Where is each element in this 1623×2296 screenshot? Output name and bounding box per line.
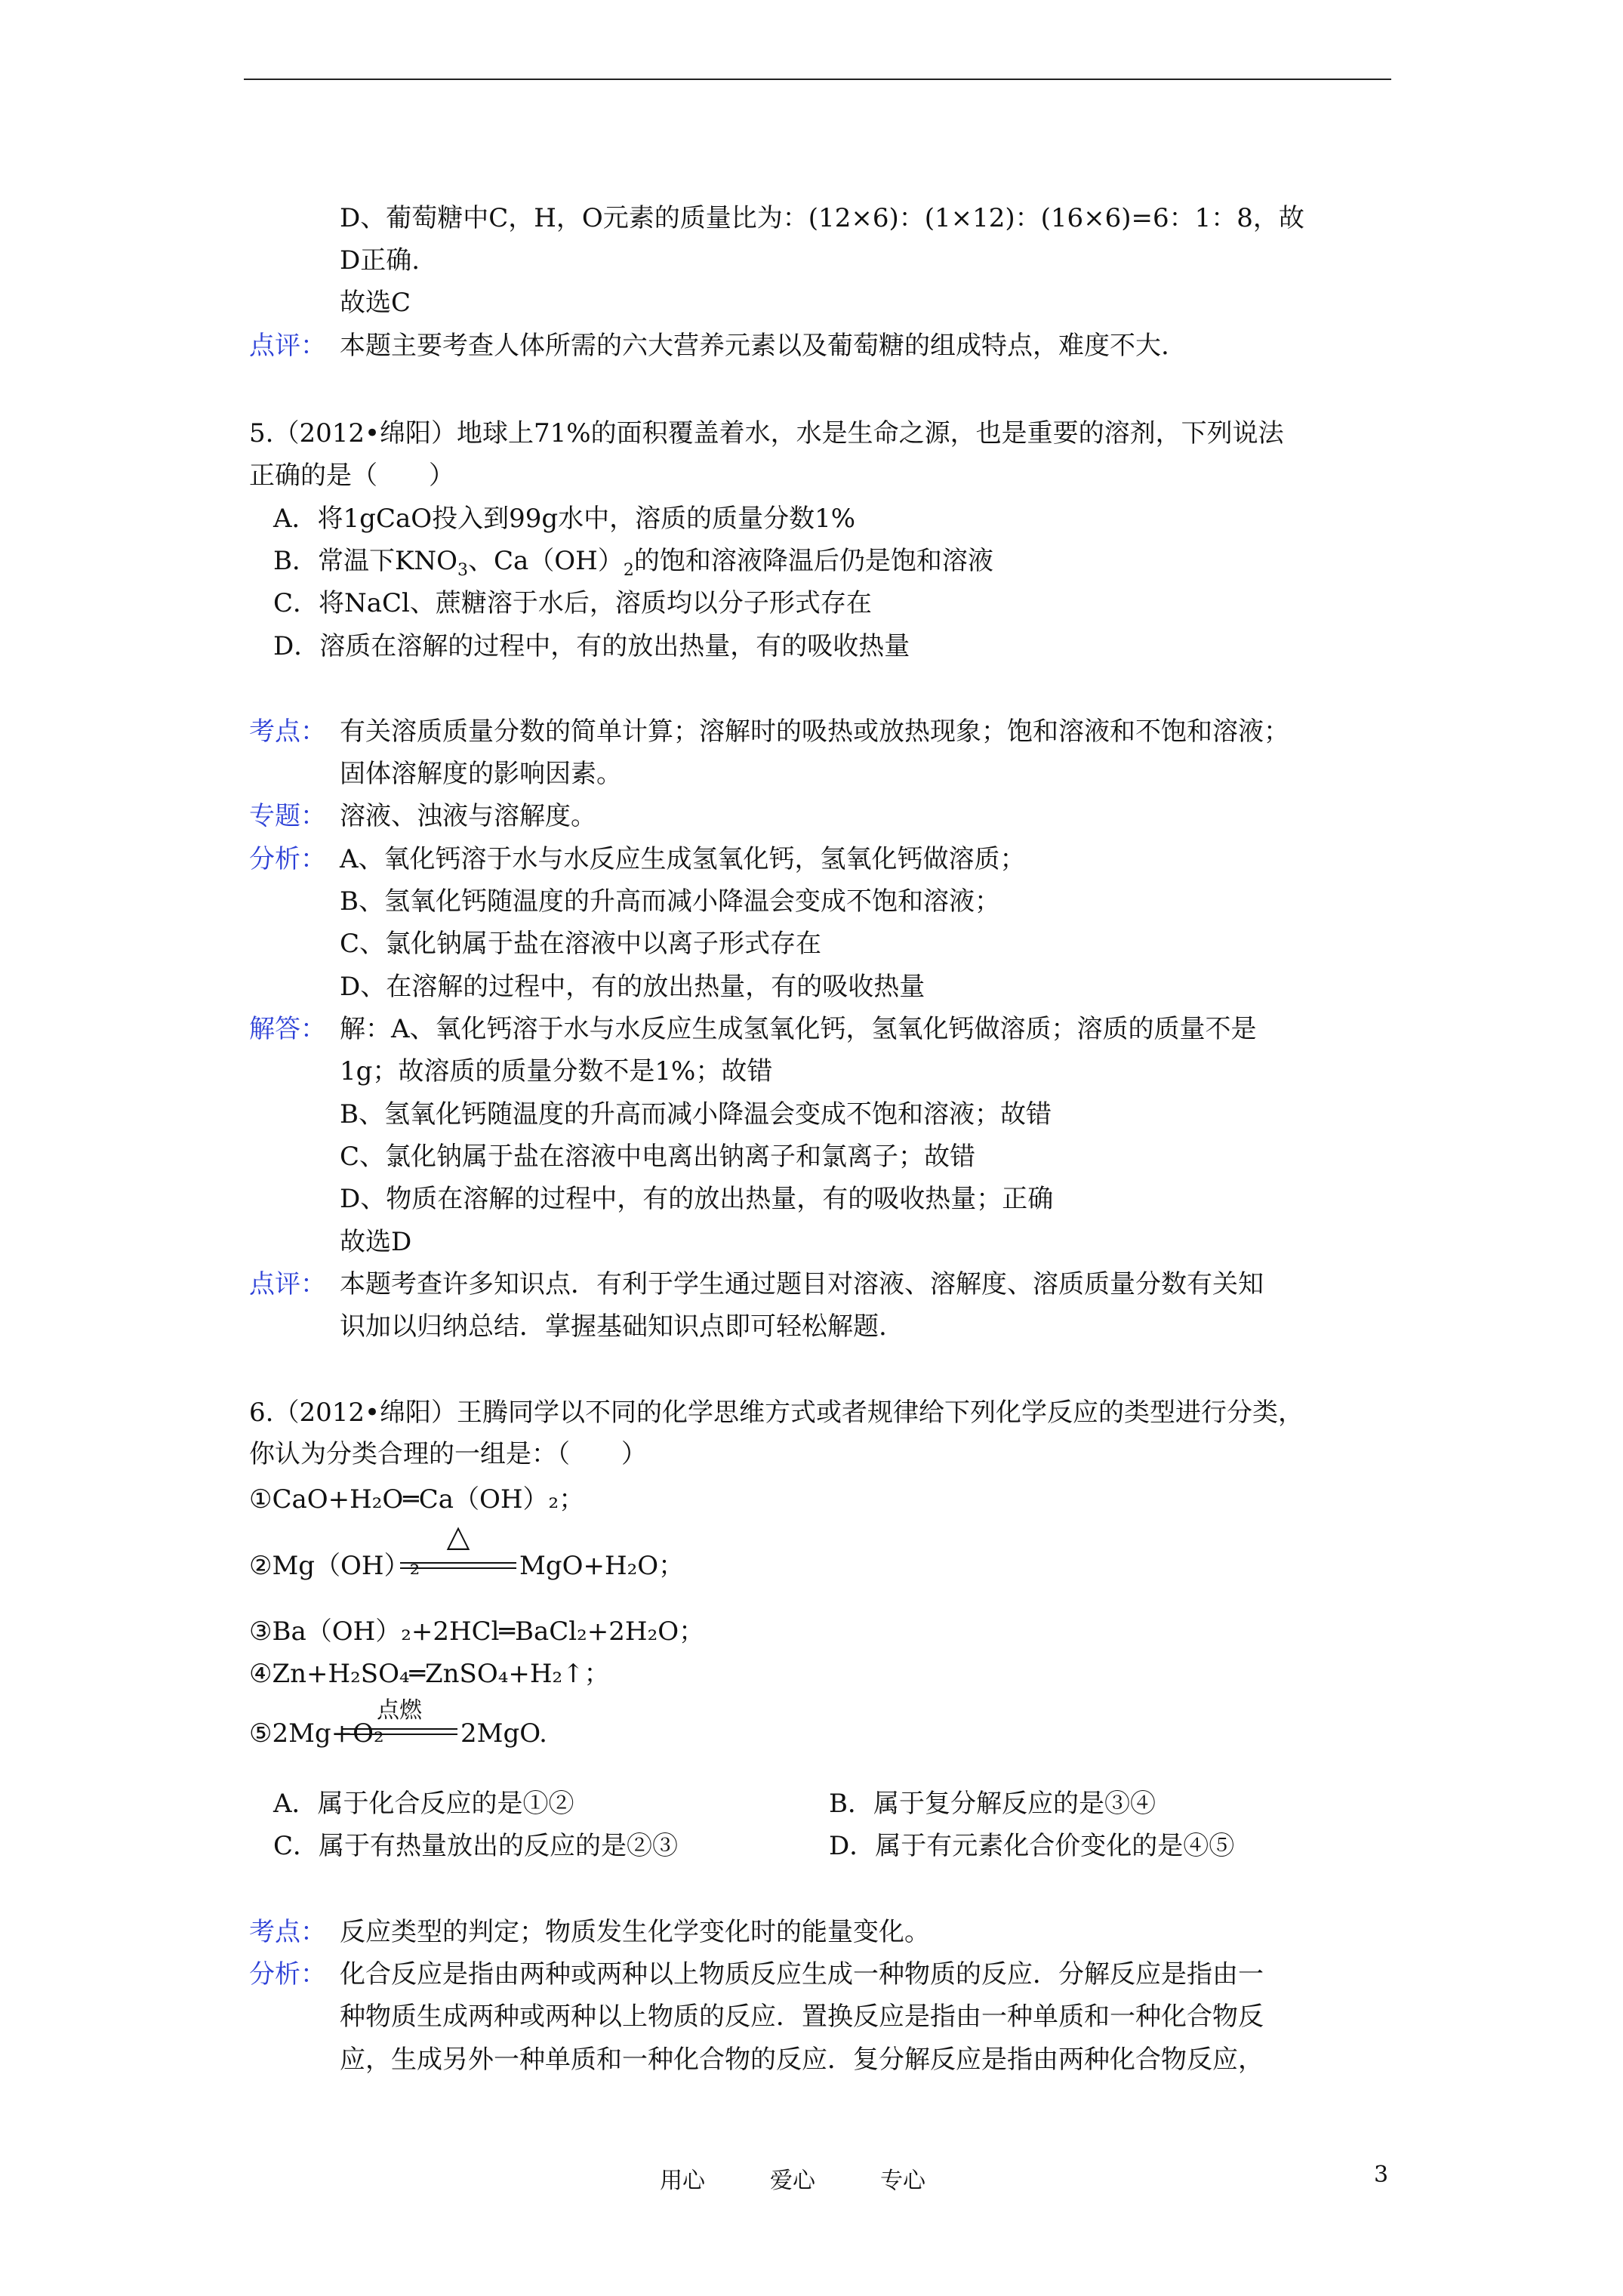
reaction-double-line — [400, 1562, 516, 1569]
q5-fenxi-label: 分析： — [249, 844, 326, 874]
q5-zhuanti-label: 专题： — [249, 801, 326, 831]
q5-fenxi-line: C、氯化钠属于盐在溶液中以离子形式存在 — [340, 929, 822, 959]
q5-option-a: A．将1gCaO投入到99g水中，溶质的质量分数1% — [273, 504, 856, 534]
q6-fenxi-label: 分析： — [249, 1959, 326, 1989]
q6-option-c: C．属于有热量放出的反应的是②③ — [273, 1831, 679, 1861]
q6-equation-5-right: 2MgO. — [460, 1718, 547, 1749]
footer-motto-1: 用心 — [660, 2168, 705, 2194]
q5-jieda-line: 解：A、氧化钙溶于水与水反应生成氢氧化钙，氢氧化钙做溶质；溶质的质量不是 — [340, 1014, 1257, 1044]
q6-equation-2-right: MgO+H₂O； — [519, 1551, 685, 1581]
q5-stem-line1: 5.（2012•绵阳）地球上71%的面积覆盖着水，水是生命之源，也是重要的溶剂，下列说法 — [249, 418, 1284, 448]
q5-dianping-line1: 本题考查许多知识点．有利于学生通过题目对溶液、溶解度、溶质质量分数有关知 — [340, 1269, 1264, 1299]
prev-option-d-line1: D、葡萄糖中C，H，O元素的质量比为：(12×6)：(1×12)：(16×6)=6：1：8，故 — [340, 203, 1304, 233]
q6-equation-5-left: ⑤2Mg+O₂ — [249, 1718, 384, 1749]
q5-fenxi-line: A、氧化钙溶于水与水反应生成氢氧化钙，氢氧化钙做溶质； — [340, 844, 1026, 874]
q5-kaodian-line1: 有关溶质质量分数的简单计算；溶解时的吸热或放热现象；饱和溶液和不饱和溶液； — [340, 717, 1289, 747]
heat-condition-symbol: △ — [446, 1519, 470, 1554]
q5-kaodian-line2: 固体溶解度的影响因素。 — [340, 759, 622, 789]
q5-dianping-label: 点评： — [249, 1269, 326, 1299]
prev-option-d-line2: D正确. — [340, 245, 420, 276]
prev-comment-label: 点评： — [249, 331, 326, 361]
q5-option-d: D．溶质在溶解的过程中，有的放出热量，有的吸收热量 — [273, 631, 910, 661]
q5-dianping-line2: 识加以归纳总结．掌握基础知识点即可轻松解题. — [340, 1311, 887, 1342]
q6-equation-2-left: ②Mg（OH）₂ — [249, 1551, 420, 1581]
q6-option-d: D．属于有元素化合价变化的是④⑤ — [829, 1831, 1235, 1861]
q5-option-b: B．常温下$KNO_3$、$Ca(OH)_2$的饱和溶液降温后仍是饱和溶液 — [273, 546, 993, 580]
q6-fenxi-line: 应，生成另外一种单质和一种化合物的反应．复分解反应是指由两种化合物反应， — [340, 2045, 1264, 2075]
page-number: 3 — [1374, 2162, 1389, 2188]
prev-comment: 本题主要考查人体所需的六大营养元素以及葡萄糖的组成特点，难度不大. — [340, 331, 1169, 361]
reaction-double-line — [341, 1728, 457, 1735]
header-rule — [244, 79, 1391, 80]
q6-equation-1: ①CaO+H₂O═Ca（OH）₂； — [249, 1484, 585, 1515]
q5-jieda-line: D、物质在溶解的过程中，有的放出热量，有的吸收热量；正确 — [340, 1184, 1054, 1214]
q6-fenxi-line: 化合反应是指由两种或两种以上物质反应生成一种物质的反应．分解反应是指由一 — [340, 1959, 1264, 1989]
q6-fenxi-line: 种物质生成两种或两种以上物质的反应．置换反应是指由一种单质和一种化合物反 — [340, 2002, 1264, 2032]
ignition-condition: 点燃 — [377, 1697, 422, 1724]
prev-answer: 故选C — [340, 288, 411, 318]
q5-stem-line2: 正确的是（ ） — [249, 461, 454, 491]
q6-equation-4: ④Zn+H₂SO₄═ZnSO₄+H₂↑； — [249, 1659, 610, 1689]
q5-fenxi-line: B、氢氧化钙随温度的升高而减小降温会变成不饱和溶液； — [340, 886, 1000, 917]
q6-option-a: A．属于化合反应的是①② — [273, 1789, 574, 1819]
q5-jieda-line: 1g；故溶质的质量分数不是1%；故错 — [340, 1056, 773, 1086]
q5-fenxi-line: D、在溶解的过程中，有的放出热量，有的吸收热量 — [340, 972, 925, 1002]
q5-kaodian-label: 考点： — [249, 717, 326, 747]
q6-equation-3: ③Ba（OH）₂+2HCl═BaCl₂+2H₂O； — [249, 1616, 705, 1647]
q5-jieda-line: B、氢氧化钙随温度的升高而减小降温会变成不饱和溶液；故错 — [340, 1099, 1052, 1130]
q5-jieda-label: 解答： — [249, 1014, 326, 1044]
q6-kaodian: 反应类型的判定；物质发生化学变化时的能量变化。 — [340, 1917, 930, 1947]
q5-zhuanti: 溶液、浊液与溶解度。 — [340, 801, 596, 831]
q6-kaodian-label: 考点： — [249, 1917, 326, 1947]
footer-motto-2: 爱心 — [770, 2168, 815, 2194]
footer-motto-3: 专心 — [880, 2168, 925, 2194]
q5-jieda-answer: 故选D — [340, 1227, 412, 1257]
q5-jieda-line: C、氯化钠属于盐在溶液中电离出钠离子和氯离子；故错 — [340, 1142, 976, 1172]
q6-stem-line1: 6.（2012•绵阳）王腾同学以不同的化学思维方式或者规律给下列化学反应的类型进行分类， — [249, 1398, 1304, 1428]
q5-option-c: C．将NaCl、蔗糖溶于水后，溶质均以分子形式存在 — [273, 588, 872, 618]
q6-stem-line2: 你认为分类合理的一组是：（ ） — [249, 1439, 647, 1469]
q6-option-b: B．属于复分解反应的是③④ — [829, 1789, 1156, 1819]
